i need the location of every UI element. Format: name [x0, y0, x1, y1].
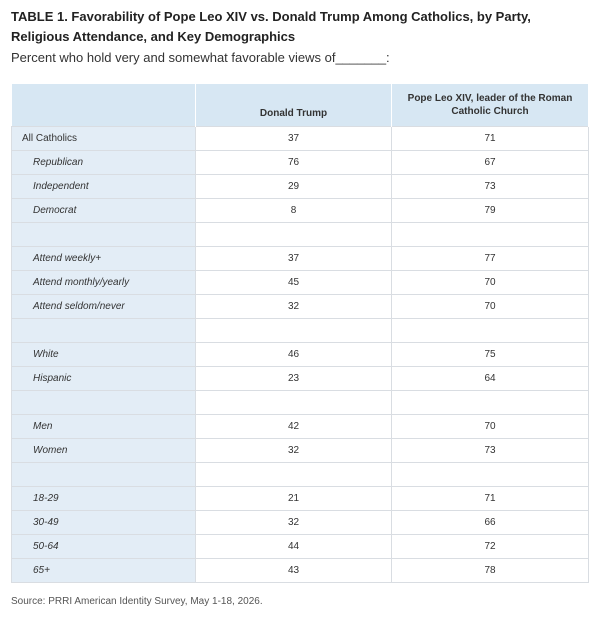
row-label: Attend monthly/yearly: [12, 271, 196, 295]
table-row: [12, 343, 589, 367]
trump-value-cell: 45: [196, 271, 392, 295]
pope-value-cell: 75: [392, 343, 589, 367]
trump-value-cell: 21: [196, 487, 392, 511]
spacer-cell: [12, 223, 196, 247]
favorability-table: [11, 84, 589, 583]
table-row: [12, 439, 589, 463]
spacer-row: [12, 319, 589, 343]
pope-value-cell: 66: [392, 511, 589, 535]
row-label: Independent: [12, 175, 196, 199]
trump-value-cell: 46: [196, 343, 392, 367]
trump-value-cell: 32: [196, 439, 392, 463]
trump-value-cell: 44: [196, 535, 392, 559]
table-row: [12, 487, 589, 511]
trump-value-cell: 29: [196, 175, 392, 199]
table-header-row: [12, 84, 589, 127]
spacer-cell: [392, 319, 589, 343]
pope-value-cell: 70: [392, 271, 589, 295]
trump-value-cell: 37: [196, 127, 392, 151]
row-label: All Catholics: [12, 127, 196, 151]
pope-value-cell: 79: [392, 199, 589, 223]
pope-value-cell: 64: [392, 367, 589, 391]
spacer-cell: [196, 391, 392, 415]
pope-value-cell: 70: [392, 415, 589, 439]
row-label: Democrat: [12, 199, 196, 223]
table-row: [12, 127, 589, 151]
trump-value-cell: 42: [196, 415, 392, 439]
table-subtitle: Percent who hold very and somewhat favorable views of_______:: [11, 50, 390, 65]
spacer-cell: [392, 391, 589, 415]
trump-value-cell: 37: [196, 247, 392, 271]
row-label: Men: [12, 415, 196, 439]
pope-value-cell: 73: [392, 175, 589, 199]
pope-value-cell: 71: [392, 487, 589, 511]
row-label: 65+: [12, 559, 196, 583]
column-header-trump: Donald Trump: [196, 84, 392, 127]
spacer-cell: [392, 223, 589, 247]
row-label: White: [12, 343, 196, 367]
pope-value-cell: 71: [392, 127, 589, 151]
row-label: Women: [12, 439, 196, 463]
table-title: TABLE 1. Favorability of Pope Leo XIV vs. Donald Trump Among Catholics, by Party, Religious Attendance, and Key Demographics: [11, 9, 531, 44]
table-row: [12, 151, 589, 175]
spacer-cell: [12, 391, 196, 415]
spacer-row: [12, 391, 589, 415]
pope-value-cell: 77: [392, 247, 589, 271]
table-body: [12, 127, 589, 583]
column-header-pope: Pope Leo XIV, leader of the Roman Catholic Church: [392, 84, 589, 127]
trump-value-cell: 43: [196, 559, 392, 583]
spacer-row: [12, 463, 589, 487]
row-label: 30-49: [12, 511, 196, 535]
trump-value-cell: 23: [196, 367, 392, 391]
row-label: 50-64: [12, 535, 196, 559]
favorability-table-container: [11, 84, 588, 578]
pope-value-cell: 73: [392, 439, 589, 463]
source-note: Source: PRRI American Identity Survey, May 1-18, 2026.: [11, 596, 263, 607]
spacer-cell: [196, 463, 392, 487]
table-row: [12, 511, 589, 535]
table-row: [12, 415, 589, 439]
trump-value-cell: 32: [196, 511, 392, 535]
pope-value-cell: 67: [392, 151, 589, 175]
pope-value-cell: 78: [392, 559, 589, 583]
table-row: [12, 271, 589, 295]
table-row: [12, 295, 589, 319]
table-row: [12, 199, 589, 223]
row-label: 18-29: [12, 487, 196, 511]
table-row: [12, 535, 589, 559]
table-row: [12, 559, 589, 583]
spacer-cell: [196, 319, 392, 343]
row-label: Hispanic: [12, 367, 196, 391]
pope-value-cell: 72: [392, 535, 589, 559]
table-row: [12, 247, 589, 271]
table-row: [12, 175, 589, 199]
trump-value-cell: 32: [196, 295, 392, 319]
spacer-cell: [196, 223, 392, 247]
pope-value-cell: 70: [392, 295, 589, 319]
spacer-cell: [12, 319, 196, 343]
row-label: Attend seldom/never: [12, 295, 196, 319]
column-header-label: [12, 84, 196, 127]
spacer-row: [12, 223, 589, 247]
spacer-cell: [12, 463, 196, 487]
spacer-cell: [392, 463, 589, 487]
trump-value-cell: 8: [196, 199, 392, 223]
trump-value-cell: 76: [196, 151, 392, 175]
row-label: Attend weekly+: [12, 247, 196, 271]
table-row: [12, 367, 589, 391]
row-label: Republican: [12, 151, 196, 175]
